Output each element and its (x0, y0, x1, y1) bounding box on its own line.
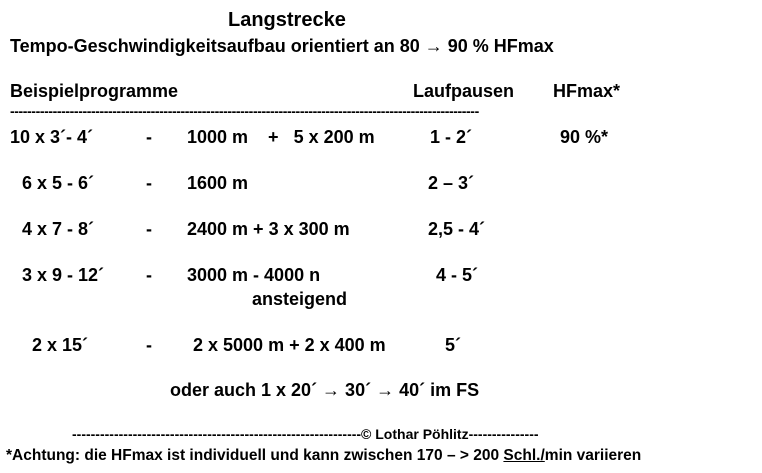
row-2-reps: 6 x 5 - 6´ (22, 173, 95, 193)
row-2-distance: 1600 m (187, 173, 249, 193)
row-4-distance: 3000 m - 4000 n (187, 265, 321, 285)
row-5-reps: 2 x 15´ (32, 335, 89, 355)
footnote-text-start: *Achtung: die HFmax ist individuell und kann zwischen 170 – > 200 (6, 447, 504, 464)
row-3-reps: 4 x 7 - 8´ (22, 219, 95, 239)
row-5-pause: 5´ (445, 335, 462, 355)
copyright-line: --------------------------------------------------------------© Lothar Pöhlitz--------------- (72, 426, 539, 442)
row-1-hfmax: 90 %* (560, 127, 609, 147)
alternative-program: oder auch 1 x 20´ → 30´ → 40´ im FS (170, 380, 480, 400)
row-1-distance: 1000 m + 5 x 200 m (187, 127, 375, 147)
footnote-underlined: Schl./ (503, 447, 545, 464)
footnote (6, 448, 641, 464)
row-5-dash: - (146, 335, 152, 355)
row-4-dash: - (146, 265, 152, 285)
row-1-pause: 1 - 2´ (430, 127, 473, 147)
header-hfmax: HFmax* (553, 81, 621, 101)
header-pauses: Laufpausen (413, 81, 515, 101)
row-3-pause: 2,5 - 4´ (428, 219, 486, 239)
row-4-pause: 4 - 5´ (436, 265, 479, 285)
footnote-text-end: min variieren (544, 447, 642, 464)
row-2-dash: - (146, 173, 152, 193)
row-1-dash: - (146, 127, 152, 147)
header-divider: -------------------------------------------------------------------------------------------------------------- (10, 103, 479, 119)
row-3-dash: - (146, 219, 152, 239)
row-1-reps: 10 x 3´- 4´ (10, 127, 94, 147)
row-3-distance: 2400 m + 3 x 300 m (187, 219, 350, 239)
row-4-reps: 3 x 9 - 12´ (22, 265, 105, 285)
page-subtitle: Tempo-Geschwindigkeitsaufbau orientiert an 80 → 90 % HFmax (10, 36, 554, 56)
row-4-note: ansteigend (252, 289, 348, 309)
header-program: Beispielprogramme (10, 81, 179, 101)
row-5-distance: 2 x 5000 m + 2 x 400 m (193, 335, 386, 355)
row-2-pause: 2 – 3´ (428, 173, 475, 193)
page-title: Langstrecke (228, 9, 346, 31)
